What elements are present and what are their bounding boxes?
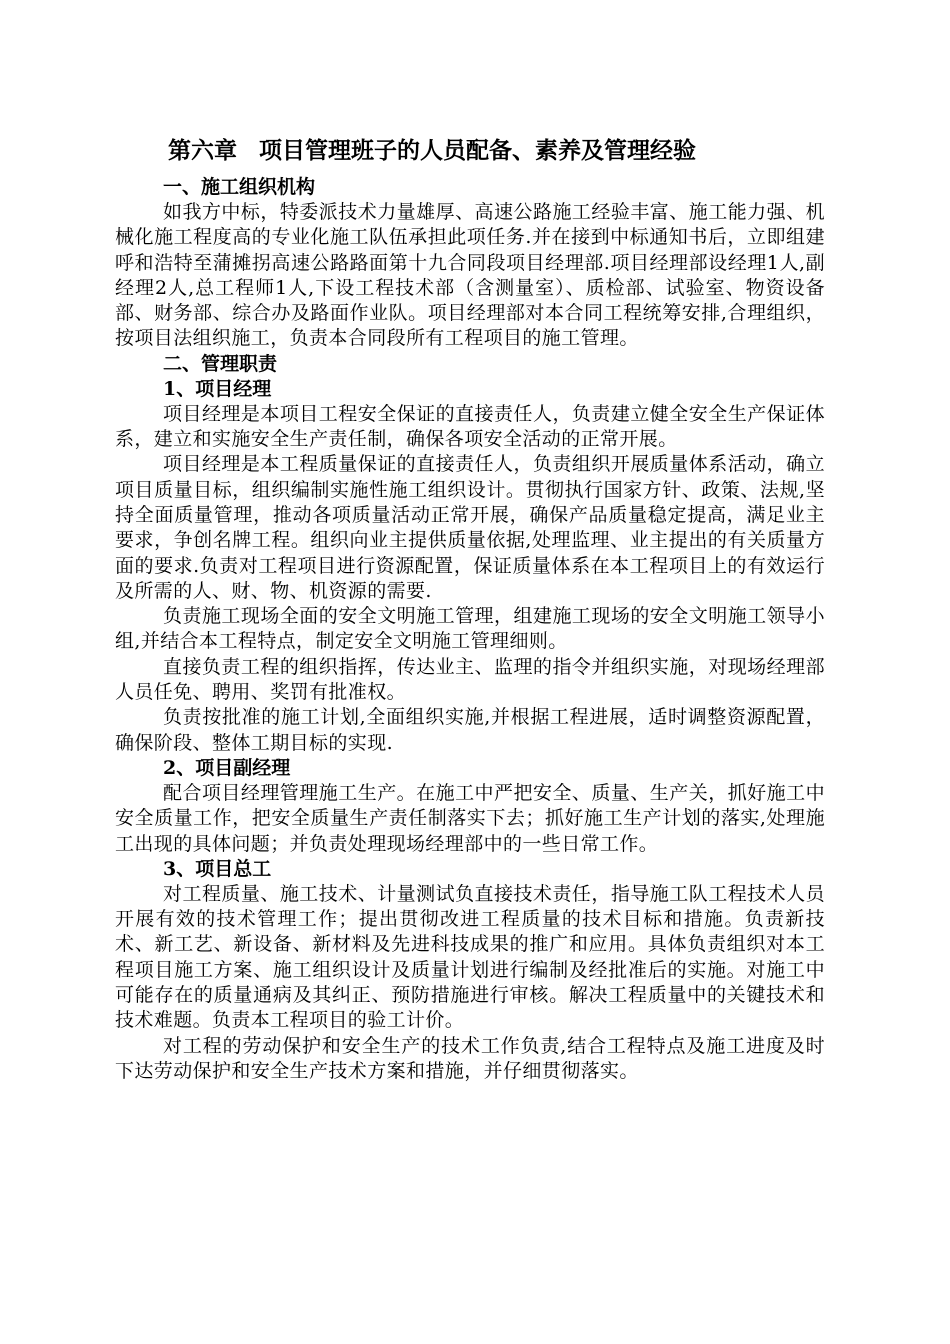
section-heading-organization: 一、施工组织机构 bbox=[163, 176, 316, 198]
document-body bbox=[115, 133, 825, 1084]
paragraph: 配合项目经理管理施工生产。在施工中严把安全、质量、生产关，抓好施工中安全质量工作，把安全质量生产责任制落实下去；抓好施工生产计划的落实,处理施工出现的具体问题；并负责处理现场经理部中的一些日常工作。 bbox=[115, 781, 825, 855]
paragraph: 负责按批准的施工计划,全面组织实施,并根据工程进展，适时调整资源配置，确保阶段、整体工期目标的实现. bbox=[115, 706, 825, 754]
chapter-number: 第六章 bbox=[168, 138, 237, 164]
subsection-heading-deputy-manager: 2、项目副经理 bbox=[163, 756, 291, 779]
chapter-heading: 项目管理班子的人员配备、素养及管理经验 bbox=[259, 138, 696, 164]
subsection-heading-project-manager: 1、项目经理 bbox=[163, 377, 272, 400]
subsection-heading-chief-engineer: 3、项目总工 bbox=[163, 857, 272, 880]
paragraph: 对工程的劳动保护和安全生产的技术工作负责,结合工程特点及施工进度及时下达劳动保护和安全生产技术方案和措施，并仔细贯彻落实。 bbox=[115, 1034, 825, 1082]
paragraph: 项目经理是本工程质量保证的直接责任人，负责组织开展质量体系活动，确立项目质量目标，组织编制实施性施工组织设计。贯彻执行国家方针、政策、法规,坚持全面质量管理，推动各项质量活动正常开展，确保产品质量稳定提高，满足业主要求，争创名牌工程。组织向业主提供质量依据,处理监理、业主提出的有关质量方面的要求.负责对工程项目进行资源配置，保证质量体系在本工程项目上的有效运行及所需的人、财、物、机资源的需要. bbox=[115, 453, 825, 602]
paragraph: 如我方中标，特委派技术力量雄厚、高速公路施工经验丰富、施工能力强、机械化施工程度高的专业化施工队伍承担此项任务.并在接到中标通知书后，立即组建呼和浩特至蒲摊拐高速公路路面第十九合同段项目经理部.项目经理部设经理1人,副经理2人,总工程师1人,下设工程技术部（含测量室）、质检部、试验室、物资设备部、财务部、综合办及路面作业队。项目经理部对本合同工程统筹安排,合理组织，按项目法组织施工，负责本合同段所有工程项目的施工管理。 bbox=[115, 201, 825, 350]
paragraph: 负责施工现场全面的安全文明施工管理，组建施工现场的安全文明施工领导小组,并结合本工程特点，制定安全文明施工管理细则。 bbox=[115, 605, 825, 653]
section-heading-responsibilities: 二、管理职责 bbox=[163, 352, 278, 375]
chapter-title bbox=[115, 133, 825, 169]
paragraph: 直接负责工程的组织指挥，传达业主、监理的指令并组织实施，对现场经理部人员任免、聘用、奖罚有批准权。 bbox=[115, 655, 825, 704]
paragraph: 对工程质量、施工技术、计量测试负直接技术责任，指导施工队工程技术人员开展有效的技术管理工作；提出贯彻改进工程质量的技术目标和措施。负责新技术、新工艺、新设备、新材料及先进科技成果的推广和应用。具体负责组织对本工程项目施工方案、施工组织设计及质量计划进行编制及经批准后的实施。对施工中可能存在的质量通病及其纠正、预防措施进行审核。解决工程质量中的关键技术和技术难题。负责本工程项目的验工计价。 bbox=[115, 882, 825, 1032]
paragraph: 项目经理是本项目工程安全保证的直接责任人，负责建立健全安全生产保证体系，建立和实施安全生产责任制，确保各项安全活动的正常开展。 bbox=[115, 402, 825, 451]
